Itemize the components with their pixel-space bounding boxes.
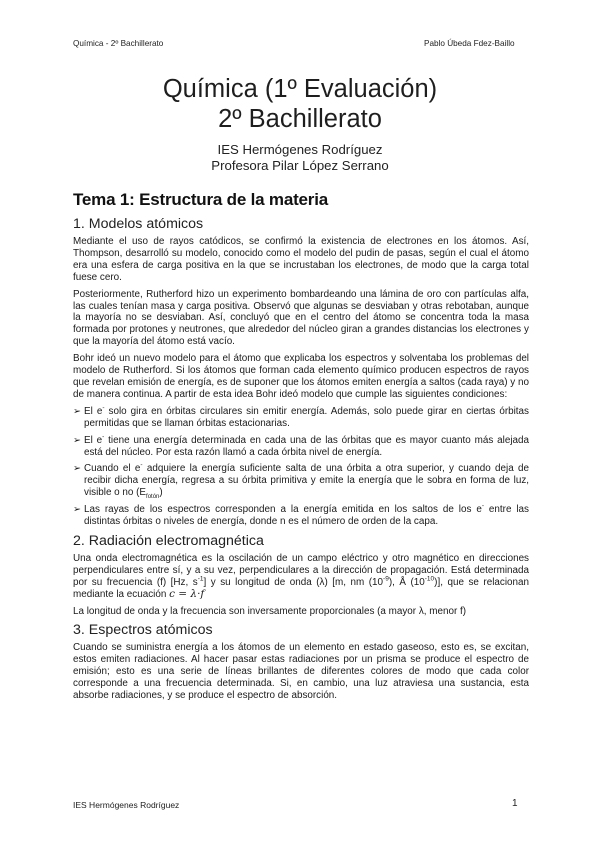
arrow-bullet-icon: ➢ [73,463,81,475]
header-right: Pablo Úbeda Fdez-Baillo [424,39,515,48]
bohr-conditions-list [73,406,529,528]
list-item: ➢ El e- tiene una energía determinada en cada una de las órbitas que es mayor cuanto más alejada está del núcleo. Por esta razón llamó a cada órbita nivel de energía. [73,433,529,458]
paragraph-proporcionales: La longitud de onda y la frecuencia son inversamente proporcionales (a mayor λ, menor f) [73,605,467,617]
subtitle [0,142,600,173]
main-content [73,190,529,707]
title-line-2: 2º Bachillerato [218,105,382,133]
paragraph-bohr: Bohr ideó un nuevo modelo para el átomo que explicaba los espectros y solventaba los problemas del modelo de Rutherford. Si los átomos que forman cada elemento químico producen espectros de rayos que revelan emisión de energía, es de suponer que los átomos emiten energía a saltos (cada raya) y no de manera continua. A partir de esta idea Bohr ideó modelo que cumple las siguientes condiciones: [73,353,529,400]
wave-equation: c = λ·f [169,587,205,600]
school-name: IES Hermógenes Rodríguez [217,142,383,157]
title-line-1: Química (1º Evaluación) [162,75,438,103]
page-title [0,74,600,134]
arrow-bullet-icon: ➢ [73,405,81,417]
list-item: ➢ Las rayas de los espectros corresponden a la energía emitida en los saltos de los e- entre las distintas órbitas o niveles de energía, donde n es el número de orden de la capa. [73,502,529,528]
teacher-name: Profesora Pilar López Serrano [211,157,389,173]
section-heading-modelos: 1. Modelos atómicos [73,216,204,232]
paragraph-onda: Una onda electromagnética es la oscilación de un campo eléctrico y otro magnético en direcciones perpendiculares entre sí, y a su vez, perpendiculares a la dirección de propagación. Está determinada por su frecuencia (f) [Hz, $s^{-1}$] y su longitud de onda (λ) [m, nm $(10^{-9})$, Å $(10^{-10})$], que se relacionan mediante la ecuación c = λ·f [73,552,529,600]
paragraph-espectros: Cuando se suministra energía a los átomos de un elemento en estado gaseoso, esto es, se excitan, estos emiten radiaciones. Al hacer pasar estas radiaciones por un prisma se produce el espectro de emisión; esto es una serie de líneas brillantes de diferentes colores de modo que cada color corresponde a una frecuencia determinada. Si, en cambio, una luz atraviesa una sustancia, esta absorbe radiaciones, y se produce el espectro de absorción. [73,642,529,702]
header-left: Química - 2º Bachillerato [73,39,164,48]
page-number: 1 [512,798,518,809]
section-heading-radiacion: 2. Radiación electromagnética [73,532,264,549]
section-heading-espectros: 3. Espectros atómicos [73,622,213,639]
paragraph-rutherford: Posteriormente, Rutherford hizo un experimento bombardeando una lámina de oro con partículas alfa, las cuales tenían masa y carga positiva. Observó que algunas se desviaban y otras rebotaban, aunque la mayoría no se desviaban. Así, concluyó que en el centro del átomo se concentra toda la masa formada por protones y neutrones, que alrededor del núcleo giran a grandes distancias los electrones y que la mayoría del átomo está vacío. [73,288,529,348]
arrow-bullet-icon: ➢ [73,434,81,446]
arrow-bullet-icon: ➢ [73,504,81,516]
list-item: ➢ El e- solo gira en órbitas circulares sin emitir energía. Además, solo puede girar en ciertas órbitas permitidas que se llaman órbitas estacionarias. [73,404,529,429]
topic-heading: Tema 1: Estructura de la materia [73,190,328,209]
footer-left: IES Hermógenes Rodríguez [73,800,180,810]
list-item: ➢ Cuando el e- adquiere la energía suficiente salta de una órbita a otra superior, y cuando deja de recibir dicha energía, regresa a su órbita primitiva y emite la energía que le sobra en forma de luz, visible o no $(E_{fotón})$ [73,462,529,501]
paragraph-thompson: Mediante el uso de rayos catódicos, se confirmó la existencia de electrones en los átomos. Así, Thompson, desarrolló su modelo, conocido como el modelo del pudin de pasas, según el cual el átomo era una esfera de carga positiva en la que se incrustaban los electrones, de modo que la carga total fuese cero. [73,236,529,283]
